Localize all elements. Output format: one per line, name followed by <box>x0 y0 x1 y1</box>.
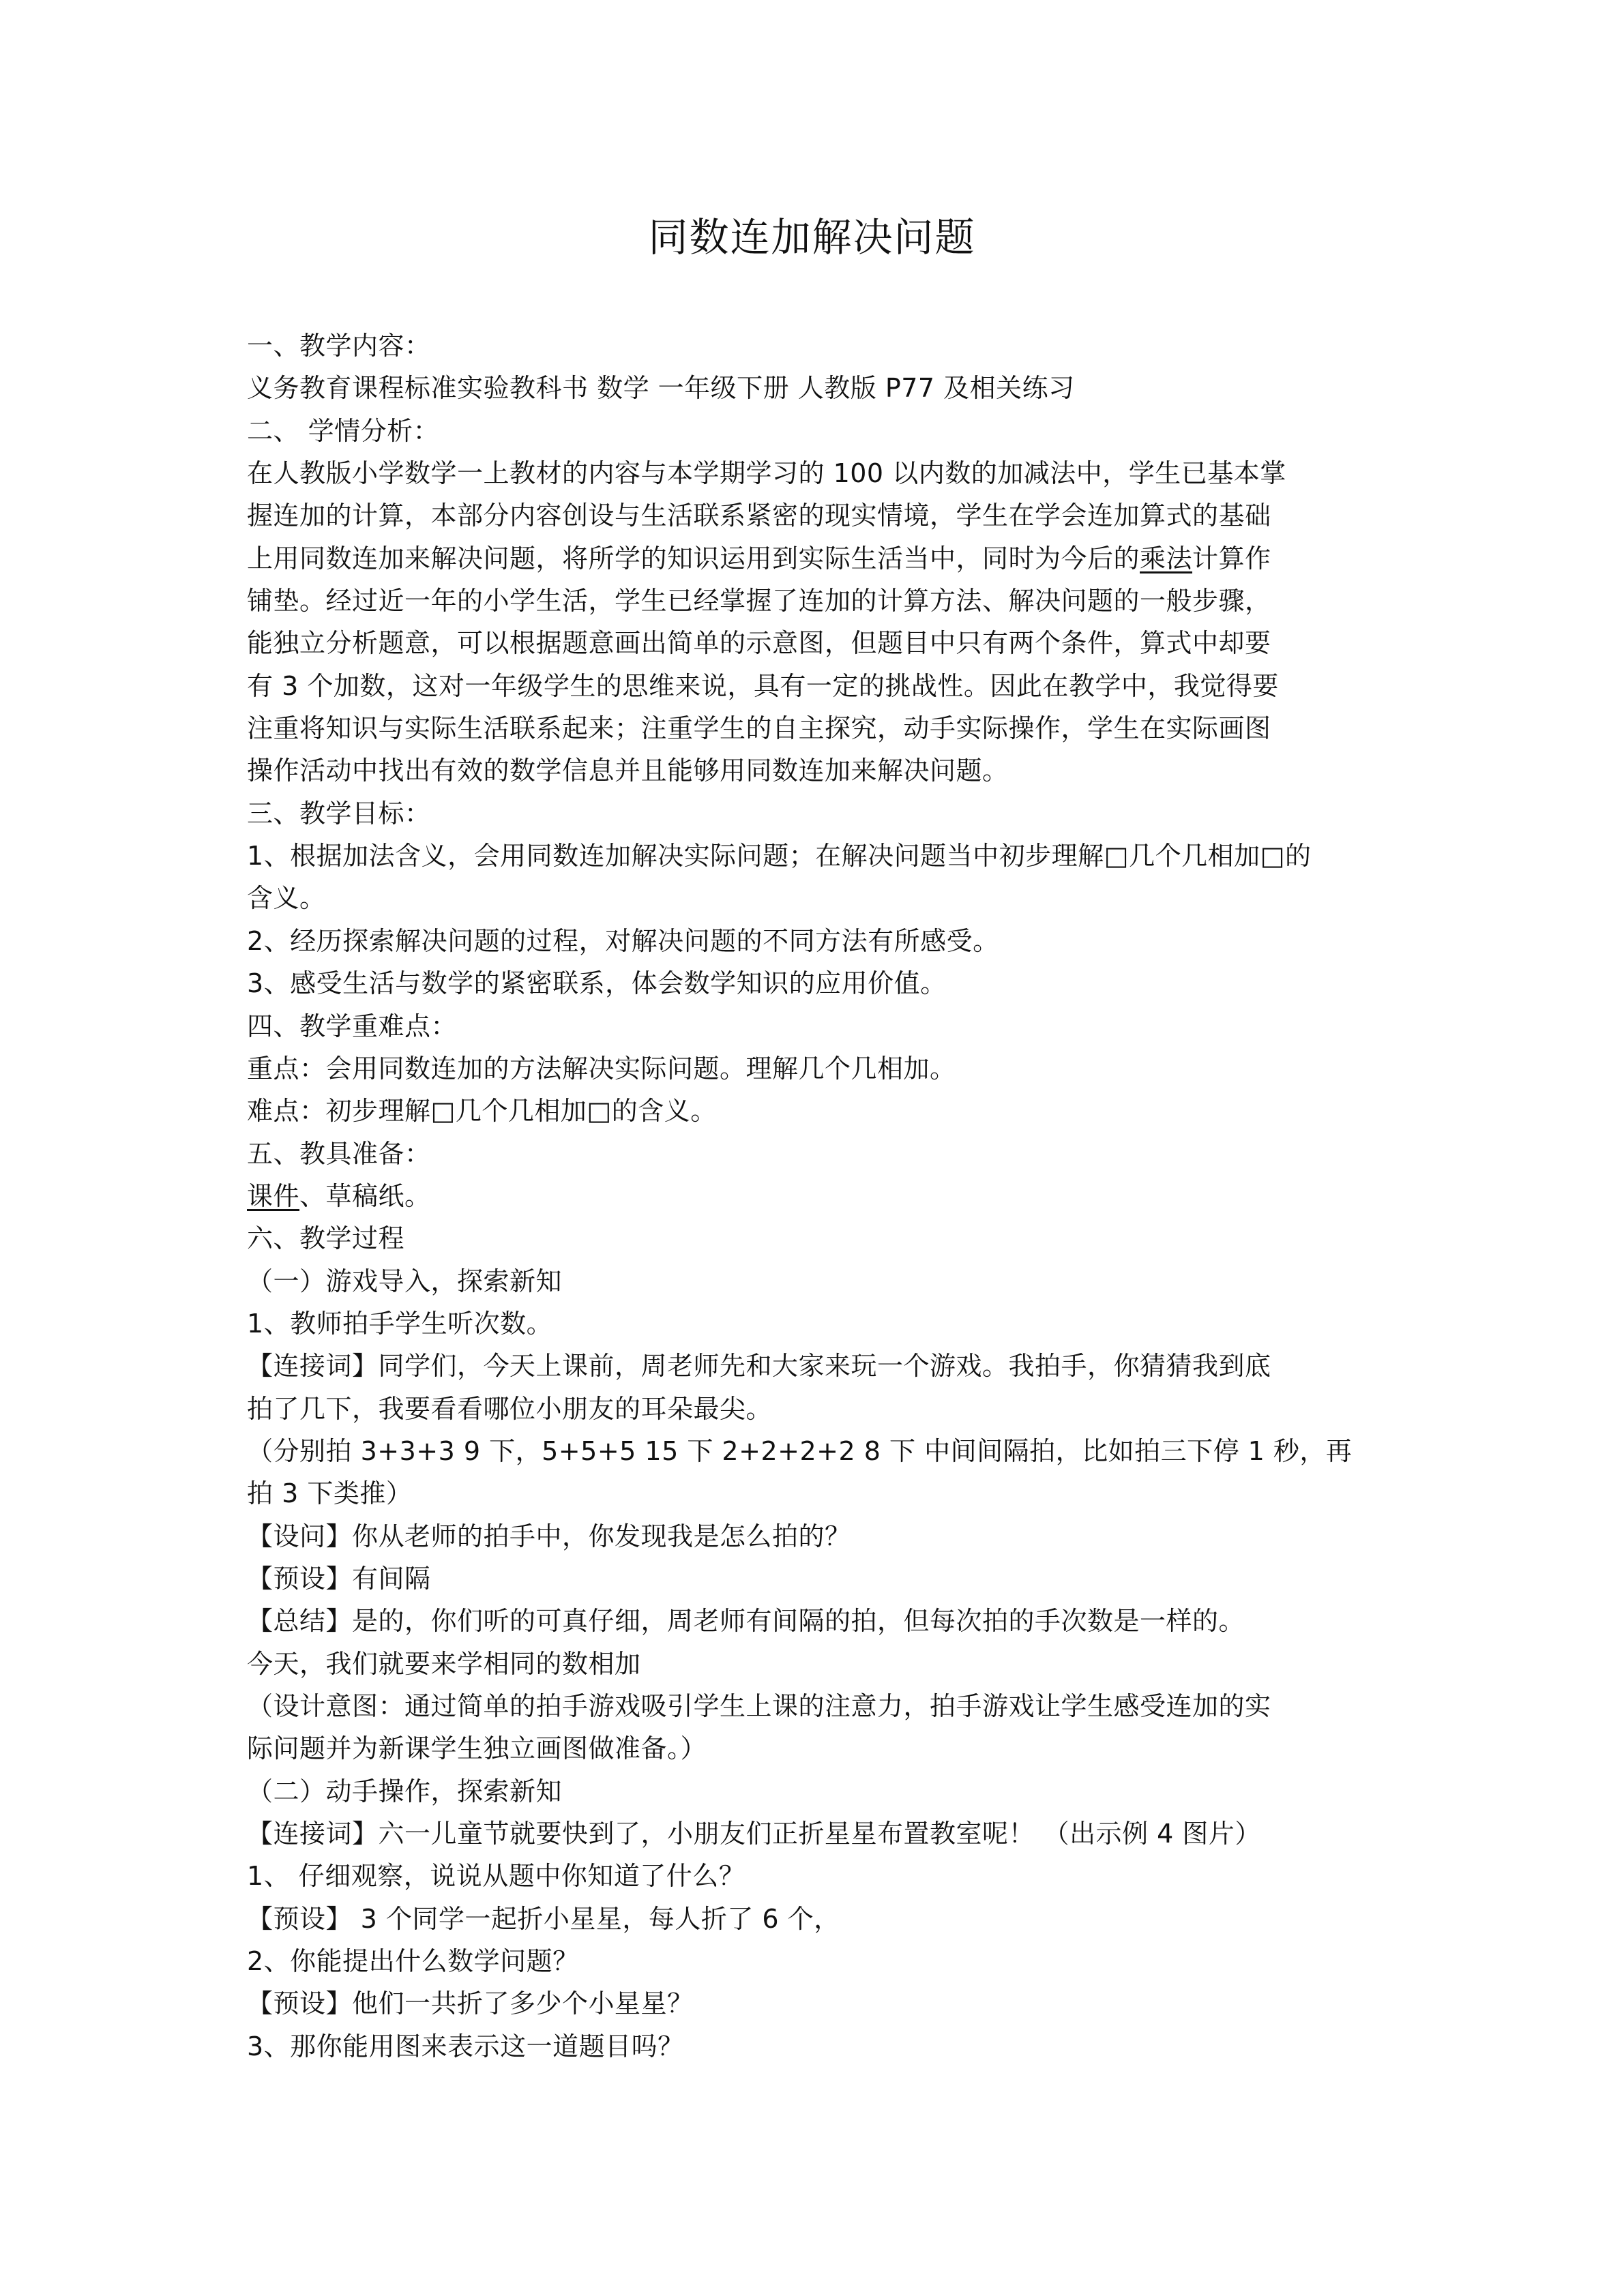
subsection-heading: （二）动手操作，探索新知 <box>247 1776 563 1806</box>
process-line: 【预设】有间隔 <box>247 1563 431 1594</box>
process-line: 【连接词】六一儿童节就要快到了，小朋友们正折星星布置教室呢！ （出示例 4 图片） <box>247 1819 1261 1849</box>
text-span: 上用同数连加来解决问题，将所学的知识运用到实际生活当中，同时为今后的 <box>247 543 1140 573</box>
analysis-line: 握连加的计算，本部分内容创设与生活联系紧密的现实情境，学生在学会连加算式的基础 <box>247 501 1271 531</box>
textbook-info: 义务教育课程标准实验教科书 数学 一年级下册 人教版 P77 及相关练习 <box>247 373 1075 404</box>
difficulty-line: 难点：初步理解□几个几相加□的含义。 <box>247 1096 717 1127</box>
process-line: 【设问】你从老师的拍手中，你发现我是怎么拍的？ <box>247 1521 851 1551</box>
process-line: 今天，我们就要来学相同的数相加 <box>247 1648 641 1679</box>
analysis-line: 注重将知识与实际生活联系起来；注重学生的自主探究，动手实际操作，学生在实际画图 <box>247 713 1271 744</box>
analysis-line: 有 3 个加数，这对一年级学生的思维来说，具有一定的挑战性。因此在教学中，我觉得要 <box>247 670 1279 701</box>
goal-line: 2、经历探索解决问题的过程，对解决问题的不同方法有所感受。 <box>247 925 999 956</box>
process-line: 拍了几下，我要看看哪位小朋友的耳朵最尖。 <box>247 1393 773 1424</box>
analysis-line: 在人教版小学数学一上教材的内容与本学期学习的 100 以内数的加减法中，学生已基本掌 <box>247 458 1286 489</box>
process-line: 【预设】 3 个同学一起折小星星，每人折了 6 个， <box>247 1903 840 1934</box>
document-body <box>247 325 1379 2068</box>
underlined-term: 乘法 <box>1140 543 1193 573</box>
process-line: （设计意图：通过简单的拍手游戏吸引学生上课的注意力，拍手游戏让学生感受连加的实 <box>247 1691 1271 1721</box>
process-line: 【总结】是的，你们听的可真仔细，周老师有间隔的拍，但每次拍的手次数是一样的。 <box>247 1606 1245 1637</box>
text-span: 计算作 <box>1192 543 1271 573</box>
process-line: 【预设】他们一共折了多少个小星星？ <box>247 1988 694 2019</box>
process-line: 1、 仔细观察，说说从题中你知道了什么？ <box>247 1861 745 1892</box>
process-line: 拍 3 下类推） <box>247 1478 413 1509</box>
goal-line: 1、根据加法含义，会用同数连加解决实际问题；在解决问题当中初步理解□几个几相加□的 <box>247 841 1312 871</box>
process-line: 2、你能提出什么数学问题？ <box>247 1946 579 1977</box>
process-line: 3、那你能用图来表示这一道题目吗？ <box>247 2031 684 2061</box>
analysis-line: 能独立分析题意，可以根据题意画出简单的示意图，但题目中只有两个条件，算式中却要 <box>247 628 1271 659</box>
subsection-heading: （一）游戏导入，探索新知 <box>247 1266 563 1296</box>
document-title: 同数连加解决问题 <box>648 214 976 260</box>
process-line: （分别拍 3+3+3 9 下，5+5+5 15 下 2+2+2+2 8 下 中间间隔拍，比如拍三下停 1 秒，再 <box>247 1435 1353 1466</box>
analysis-line: 操作活动中找出有效的数学信息并且能够用同数连加来解决问题。 <box>247 756 1009 786</box>
analysis-line: 铺垫。经过近一年的小学生活，学生已经掌握了连加的计算方法、解决问题的一般步骤， <box>247 586 1271 616</box>
section-heading-analysis: 二、 学情分析： <box>247 415 440 446</box>
process-line: 1、教师拍手学生听次数。 <box>247 1308 553 1339</box>
section-heading-process: 六、教学过程 <box>247 1223 405 1254</box>
section-heading-goals: 三、教学目标： <box>247 798 431 829</box>
underlined-term: 课件 <box>247 1180 300 1211</box>
key-point-line: 重点：会用同数连加的方法解决实际问题。理解几个几相加。 <box>247 1053 956 1084</box>
text-span: 、草稿纸。 <box>299 1180 431 1211</box>
process-line: 际问题并为新课学生独立画图做准备。） <box>247 1733 707 1764</box>
section-heading-materials: 五、教具准备： <box>247 1138 431 1169</box>
section-heading-key-points: 四、教学重难点： <box>247 1011 458 1041</box>
analysis-line <box>247 537 1379 580</box>
section-heading-content: 一、教学内容： <box>247 331 431 361</box>
goal-line: 含义。 <box>247 883 326 914</box>
materials-line <box>247 1175 1379 1217</box>
goal-line: 3、感受生活与数学的紧密联系，体会数学知识的应用价值。 <box>247 968 947 999</box>
process-line: 【连接词】同学们，今天上课前，周老师先和大家来玩一个游戏。我拍手，你猜猜我到底 <box>247 1351 1271 1382</box>
